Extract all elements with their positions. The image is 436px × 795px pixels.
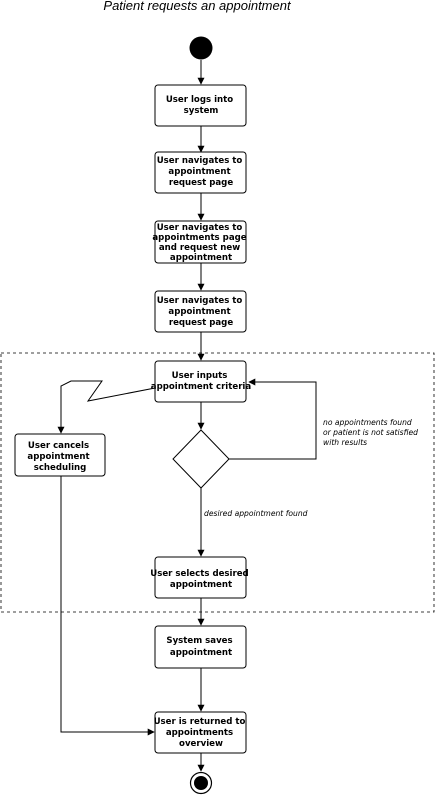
- end-node: [191, 773, 212, 794]
- edge-label-not-found: no appointments found or patient is not satisfied with results: [323, 418, 418, 447]
- svg-text:User is returned to appo: User is returned to appointments overview: [153, 717, 246, 749]
- edge-label-found: desired appointment found: [204, 509, 308, 518]
- diagram-title: Patient requests an appointment: [103, 0, 291, 13]
- svg-text:User navigates to appoin: User navigates to appointments page and request new appointment: [152, 223, 247, 263]
- action-cancels: [15, 434, 105, 476]
- svg-text:System saves appointment: System saves appointment: [166, 636, 233, 658]
- edge-interrupt-cancel: [61, 381, 155, 433]
- svg-text:User navigates to appoin: User navigates to appointment request page: [156, 156, 243, 188]
- decision-node: [173, 430, 229, 488]
- action-nav-request-1: [155, 152, 246, 193]
- action-nav-appointments: [152, 221, 249, 263]
- svg-text:User inputs appointment: User inputs appointment criteria: [150, 371, 252, 392]
- action-login: [155, 85, 246, 126]
- action-inputs-criteria: [151, 361, 252, 402]
- action-nav-request-2: [155, 291, 246, 332]
- edge-cancel-returned: [61, 476, 154, 732]
- action-returned: [154, 712, 249, 753]
- svg-text:User navigates to appoin: User navigates to appointment request page: [156, 296, 243, 328]
- start-node: [190, 37, 213, 60]
- action-saves: [155, 626, 246, 668]
- svg-text:User cancels appointment: User cancels appointment scheduling: [27, 441, 90, 473]
- svg-text:User logs into system: User logs into system: [165, 95, 234, 116]
- svg-text:User selects desired app: User selects desired appointment: [150, 569, 249, 590]
- action-selects: [150, 557, 251, 598]
